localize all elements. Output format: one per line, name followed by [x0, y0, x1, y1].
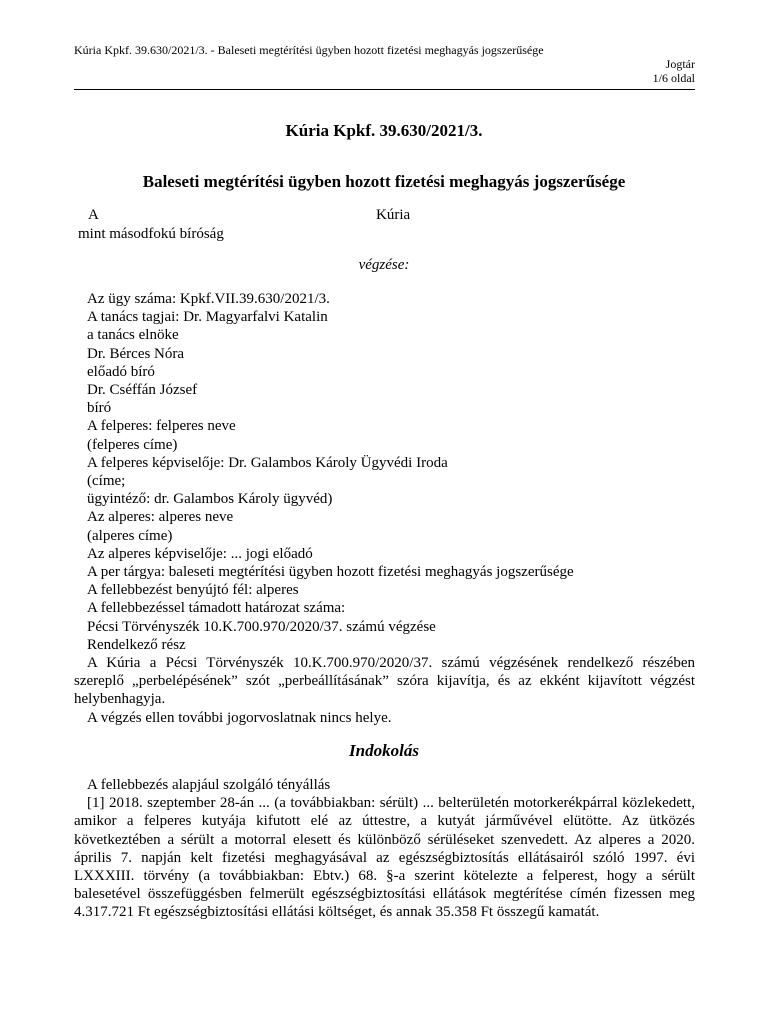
document-title: Kúria Kpkf. 39.630/2021/3.: [285, 121, 483, 140]
case-line: Dr. Bérces Nóra: [87, 345, 185, 362]
decision-label: végzése:: [358, 257, 410, 273]
case-line: Az alperes: alperes neve: [87, 509, 234, 526]
court-name: Kúria: [376, 207, 411, 223]
case-line: Rendelkező rész: [87, 636, 186, 653]
page-indicator: 1/6 oldal: [652, 71, 695, 85]
case-line: (címe;: [87, 473, 126, 490]
court-role: mint másodfokú bíróság: [78, 226, 224, 242]
source-label: Jogtár: [665, 57, 695, 71]
case-line: (felperes címe): [87, 436, 178, 453]
case-line: Az ügy száma: Kpkf.VII.39.630/2021/3.: [87, 291, 330, 307]
case-line: ügyintéző: dr. Galambos Károly ügyvéd): [87, 491, 333, 508]
case-line: előadó bíró: [87, 363, 155, 380]
case-line: A tanács tagjai: Dr. Magyarfalvi Katalin: [87, 309, 328, 326]
header-divider: [74, 89, 695, 90]
running-header-meta: [653, 57, 695, 85]
reasoning-body: [74, 776, 695, 922]
case-line: A per tárgya: baleseti megtérítési ügyben hozott fizetési meghagyás jogszerűsége: [87, 564, 574, 581]
case-line: A fellebbezést benyújtó fél: alperes: [87, 582, 299, 599]
case-line: A felperes képviselője: Dr. Galambos Károly Ügyvédi Iroda: [87, 454, 448, 471]
operative-paragraph: A Kúria a Pécsi Törvényszék 10.K.700.970/2020/37. számú végzésének rendelkező részében szereplő „perbelépésének” szót „perbeállításának” szóra kijavítja, és az ekként kijavított végzést helybenhagyja.: [74, 655, 695, 708]
facts-heading: A fellebbezés alapjául szolgáló tényállás: [87, 777, 331, 793]
case-line: (alperes címe): [87, 527, 173, 544]
running-header-title: Kúria Kpkf. 39.630/2021/3. - Baleseti megtérítési ügyben hozott fizetési meghagyás jogszerűsége: [74, 43, 544, 57]
case-line: A felperes: felperes neve: [87, 418, 236, 435]
case-line: bíró: [87, 400, 112, 417]
paragraph-1: [1] 2018. szeptember 28-án ... (a továbbiakban: sérült) ... belterületén motorkerékpárral közlekedett, amikor a felperes kutyája kifutott elé az úttestre, a kutyát járművével elütötte. Az ütközés következtében a sérült a motorral elesett és különböző sérüléseket szenvedett. Az alperes a 2020. április 7. napján kelt fizetési meghagyásával az egészségbiztosítás ellátásairól szóló 1997. évi LXXXIII. törvény (a továbbiakban: Ebtv.) 68. §-a szerint kötelezte a felperest, hogy a sérült balesetével összefüggésben felmerült egészségbiztosítási ellátások megtérítése címén fizessen meg 4.317.721 Ft egészségbiztosítási ellátási költséget, és annak 35.358 Ft összegű kamatát.: [74, 795, 695, 921]
case-line: A fellebbezéssel támadott határozat száma:: [87, 600, 346, 617]
case-line: Dr. Cséffán József: [87, 382, 198, 399]
court-article: A: [88, 207, 99, 223]
document-subtitle: Baleseti megtérítési ügyben hozott fizetési meghagyás jogszerűsége: [142, 172, 626, 191]
no-appeal-line: A végzés ellen további jogorvoslatnak nincs helye.: [87, 709, 392, 726]
case-line: Pécsi Törvényszék 10.K.700.970/2020/37. számú végzése: [87, 618, 436, 635]
case-details: [74, 290, 695, 727]
case-line: Az alperes képviselője: ... jogi előadó: [87, 545, 313, 562]
reasoning-heading: Indokolás: [349, 741, 419, 760]
case-line: a tanács elnöke: [87, 327, 179, 344]
